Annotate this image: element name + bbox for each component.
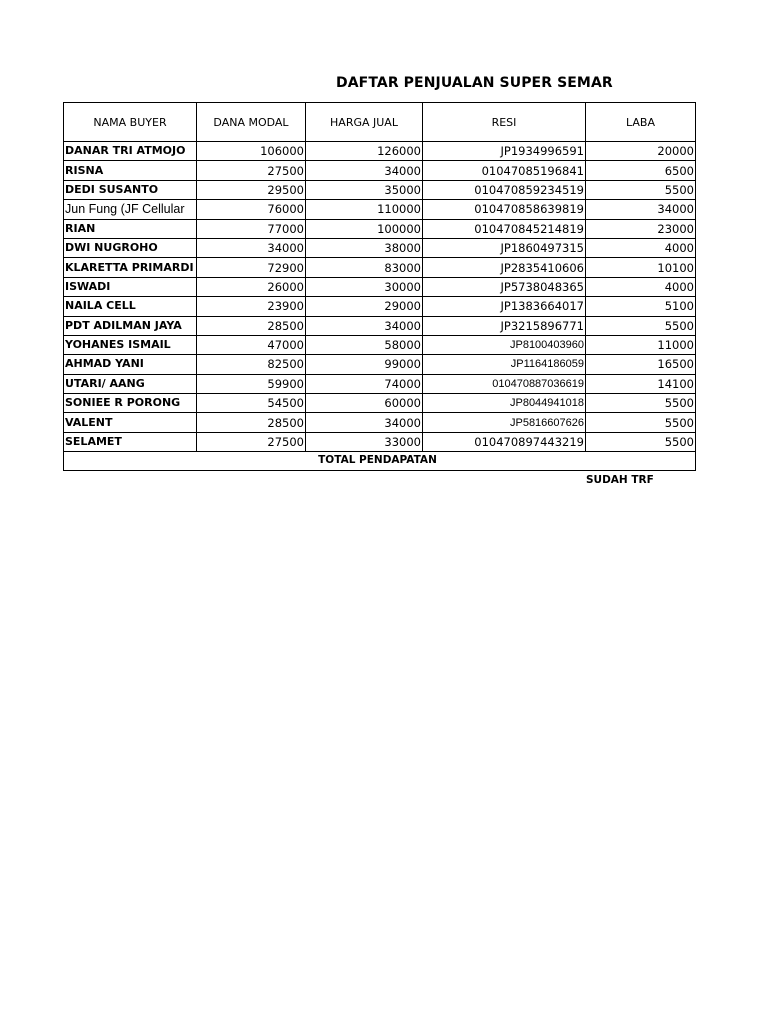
cell-buyer[interactable]: AHMAD YANI [64, 355, 197, 374]
cell-modal[interactable]: 59900 [197, 374, 306, 393]
cell-laba[interactable]: 5500 [586, 394, 696, 413]
cell-jual[interactable]: 30000 [306, 277, 423, 296]
cell-jual[interactable]: 74000 [306, 374, 423, 393]
cell-jual[interactable]: 29000 [306, 297, 423, 316]
cell-laba[interactable]: 20000 [586, 142, 696, 161]
table-row [64, 200, 696, 219]
cell-laba[interactable]: 10100 [586, 258, 696, 277]
cell-laba[interactable]: 6500 [586, 161, 696, 180]
cell-jual[interactable]: 34000 [306, 316, 423, 335]
cell-modal[interactable]: 76000 [197, 200, 306, 219]
cell-buyer[interactable]: VALENT [64, 413, 197, 432]
cell-modal[interactable]: 26000 [197, 277, 306, 296]
cell-resi[interactable]: JP3215896771 [423, 316, 586, 335]
cell-laba[interactable]: 16500 [586, 355, 696, 374]
cell-modal[interactable]: 28500 [197, 316, 306, 335]
cell-resi[interactable]: JP8100403960 [423, 335, 586, 354]
cell-modal[interactable]: 54500 [197, 394, 306, 413]
cell-modal[interactable]: 72900 [197, 258, 306, 277]
table-row [64, 316, 696, 335]
cell-modal[interactable]: 82500 [197, 355, 306, 374]
cell-resi[interactable]: 010470858639819 [423, 200, 586, 219]
table-row [64, 413, 696, 432]
table-row [64, 297, 696, 316]
cell-laba[interactable]: 34000 [586, 200, 696, 219]
table-row [64, 394, 696, 413]
cell-jual[interactable]: 33000 [306, 432, 423, 451]
cell-resi[interactable]: JP5816607626 [423, 413, 586, 432]
cell-modal[interactable]: 27500 [197, 432, 306, 451]
cell-laba[interactable]: 11000 [586, 335, 696, 354]
cell-modal[interactable]: 27500 [197, 161, 306, 180]
cell-resi[interactable]: JP8044941018 [423, 394, 586, 413]
cell-resi[interactable]: JP1164186059 [423, 355, 586, 374]
sales-table [63, 102, 696, 471]
header-laba[interactable]: LABA [586, 103, 696, 142]
cell-laba[interactable]: 5500 [586, 180, 696, 199]
cell-buyer[interactable]: DEDI SUSANTO [64, 180, 197, 199]
cell-jual[interactable]: 58000 [306, 335, 423, 354]
cell-modal[interactable]: 47000 [197, 335, 306, 354]
cell-jual[interactable]: 100000 [306, 219, 423, 238]
cell-buyer[interactable]: SONIEE R PORONG [64, 394, 197, 413]
cell-jual[interactable]: 110000 [306, 200, 423, 219]
header-row [64, 103, 696, 142]
total-row [64, 452, 696, 471]
cell-jual[interactable]: 34000 [306, 413, 423, 432]
header-jual[interactable]: HARGA JUAL [306, 103, 423, 142]
cell-modal[interactable]: 29500 [197, 180, 306, 199]
cell-resi[interactable]: JP1934996591 [423, 142, 586, 161]
total-cell[interactable] [64, 452, 696, 471]
cell-laba[interactable]: 5500 [586, 413, 696, 432]
sheet-title: DAFTAR PENJUALAN SUPER SEMAR [336, 75, 613, 91]
table-row [64, 432, 696, 451]
cell-resi[interactable]: JP2835410606 [423, 258, 586, 277]
cell-laba[interactable]: 23000 [586, 219, 696, 238]
header-buyer[interactable]: NAMA BUYER [64, 103, 197, 142]
cell-laba[interactable]: 5100 [586, 297, 696, 316]
cell-jual[interactable]: 83000 [306, 258, 423, 277]
cell-modal[interactable]: 106000 [197, 142, 306, 161]
cell-jual[interactable]: 34000 [306, 161, 423, 180]
table-row [64, 258, 696, 277]
cell-resi[interactable]: 010470887036619 [423, 374, 586, 393]
cell-modal[interactable]: 77000 [197, 219, 306, 238]
cell-jual[interactable]: 126000 [306, 142, 423, 161]
cell-jual[interactable]: 99000 [306, 355, 423, 374]
table-row [64, 161, 696, 180]
cell-resi[interactable]: JP5738048365 [423, 277, 586, 296]
cell-jual[interactable]: 35000 [306, 180, 423, 199]
cell-laba[interactable]: 4000 [586, 277, 696, 296]
table-row [64, 335, 696, 354]
table-row [64, 219, 696, 238]
cell-laba[interactable]: 5500 [586, 432, 696, 451]
cell-laba[interactable]: 5500 [586, 316, 696, 335]
cell-resi[interactable]: 010470851968​41 [423, 161, 586, 180]
table-row [64, 277, 696, 296]
table-row [64, 180, 696, 199]
cell-buyer[interactable]: ISWADI [64, 277, 197, 296]
cell-resi[interactable]: 010470845214819 [423, 219, 586, 238]
cell-modal[interactable]: 34000 [197, 238, 306, 257]
cell-buyer[interactable]: RISNA [64, 161, 197, 180]
cell-jual[interactable]: 38000 [306, 238, 423, 257]
header-modal[interactable]: DANA MODAL [197, 103, 306, 142]
header-resi[interactable]: RESI [423, 103, 586, 142]
cell-buyer[interactable]: SELAMET [64, 432, 197, 451]
cell-resi[interactable]: JP1383664017 [423, 297, 586, 316]
cell-modal[interactable]: 23900 [197, 297, 306, 316]
transfer-note[interactable]: SUDAH TRF [586, 474, 654, 486]
cell-buyer[interactable]: DANAR TRI ATMOJO [64, 142, 197, 161]
cell-buyer[interactable]: RIAN [64, 219, 197, 238]
cell-jual[interactable]: 60000 [306, 394, 423, 413]
cell-buyer[interactable]: NAILA CELL [64, 297, 197, 316]
table-row [64, 374, 696, 393]
cell-buyer[interactable]: Jun Fung (JF Cellular [64, 200, 197, 219]
cell-laba[interactable]: 14100 [586, 374, 696, 393]
cell-laba[interactable]: 4000 [586, 238, 696, 257]
cell-resi[interactable]: JP1860497315 [423, 238, 586, 257]
cell-resi[interactable]: 010470897443219 [423, 432, 586, 451]
cell-modal[interactable]: 28500 [197, 413, 306, 432]
cell-buyer[interactable]: KLARETTA PRIMARDI [64, 258, 197, 277]
cell-buyer[interactable]: DWI NUGROHO [64, 238, 197, 257]
total-label: TOTAL PENDAPATAN [318, 454, 437, 467]
cell-buyer[interactable]: YOHANES ISMAIL [64, 335, 197, 354]
table-row [64, 238, 696, 257]
cell-resi[interactable]: 010470859234519 [423, 180, 586, 199]
cell-buyer[interactable]: UTARI/ AANG [64, 374, 197, 393]
table-row [64, 142, 696, 161]
cell-buyer[interactable]: PDT ADILMAN JAYA [64, 316, 197, 335]
table-row [64, 355, 696, 374]
